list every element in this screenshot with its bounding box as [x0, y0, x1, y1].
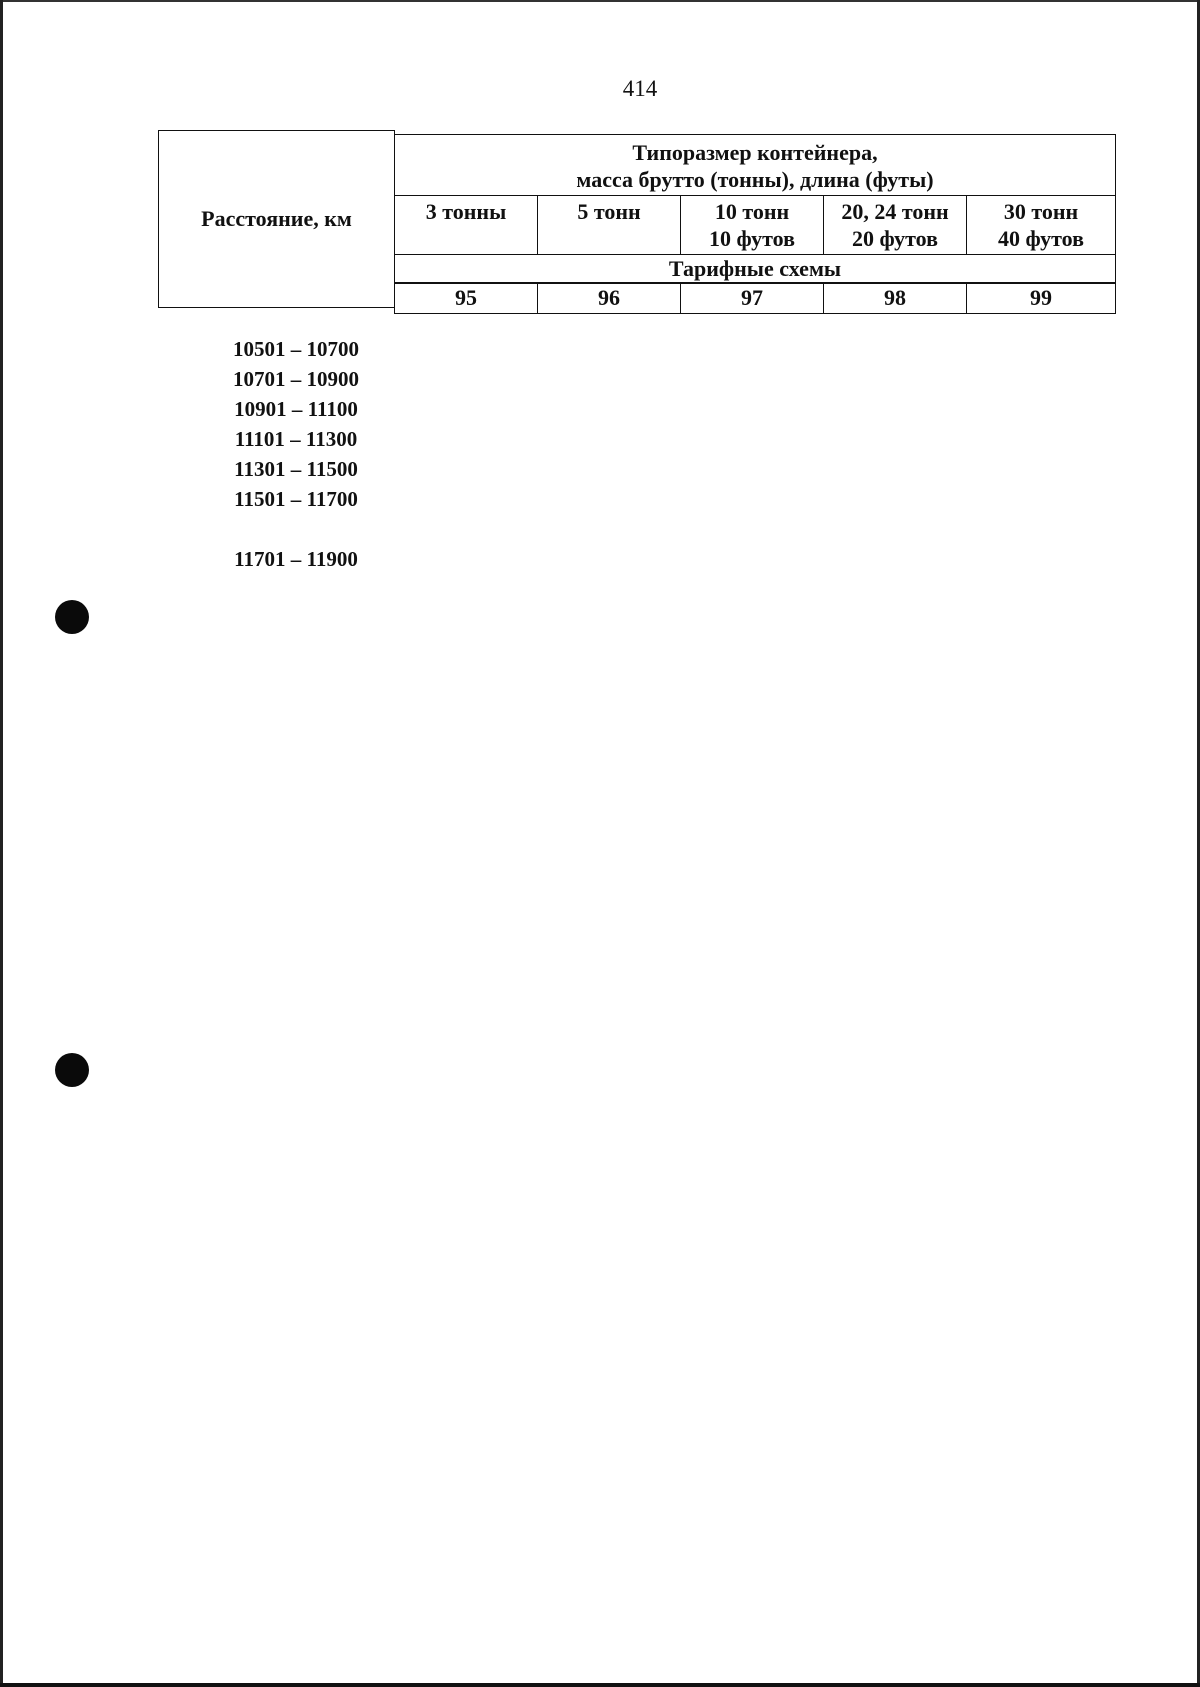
- header-tariff-schemes: Тарифные схемы: [394, 254, 1116, 284]
- header-container-title: [394, 134, 1116, 196]
- scan-edge-bottom: [0, 1683, 1200, 1687]
- header-col-20t: 20, 24 тонн 20 футов: [823, 195, 967, 255]
- row-range: 11301 – 11500: [234, 457, 358, 481]
- header-col-30t: 30 тонн 40 футов: [966, 195, 1116, 255]
- header-scheme-98: 98: [823, 282, 967, 314]
- header-scheme-96: 96: [537, 282, 681, 314]
- header-distance-label: Расстояние, км: [201, 206, 352, 231]
- row-range: 11501 – 11700: [234, 487, 358, 511]
- header-scheme-95: 95: [394, 282, 538, 314]
- header-col-10t: 10 тонн 10 футов: [680, 195, 824, 255]
- row-range: 10701 – 10900: [233, 367, 359, 391]
- header-distance-cell: [158, 130, 395, 308]
- header-scheme-97: 97: [680, 282, 824, 314]
- header-container-title-line1: Типоразмер контейнера,: [632, 140, 878, 165]
- scan-edge-left: [0, 0, 3, 1687]
- header-container-title-line2: масса брутто (тонны), длина (футы): [576, 167, 934, 192]
- scan-edge-top: [0, 0, 1200, 2]
- row-range: 11101 – 11300: [234, 427, 358, 451]
- punch-hole-upper: [55, 600, 89, 634]
- row-range: 10901 – 11100: [234, 397, 358, 421]
- row-range: 10501 – 10700: [233, 337, 359, 361]
- punch-hole-lower: [55, 1053, 89, 1087]
- row-range: 11701 – 11900: [234, 547, 358, 571]
- header-col-5t: 5 тонн: [537, 195, 681, 255]
- page-number: 414: [622, 76, 658, 101]
- header-scheme-99: 99: [966, 282, 1116, 314]
- header-col-3t: 3 тонны: [394, 195, 538, 255]
